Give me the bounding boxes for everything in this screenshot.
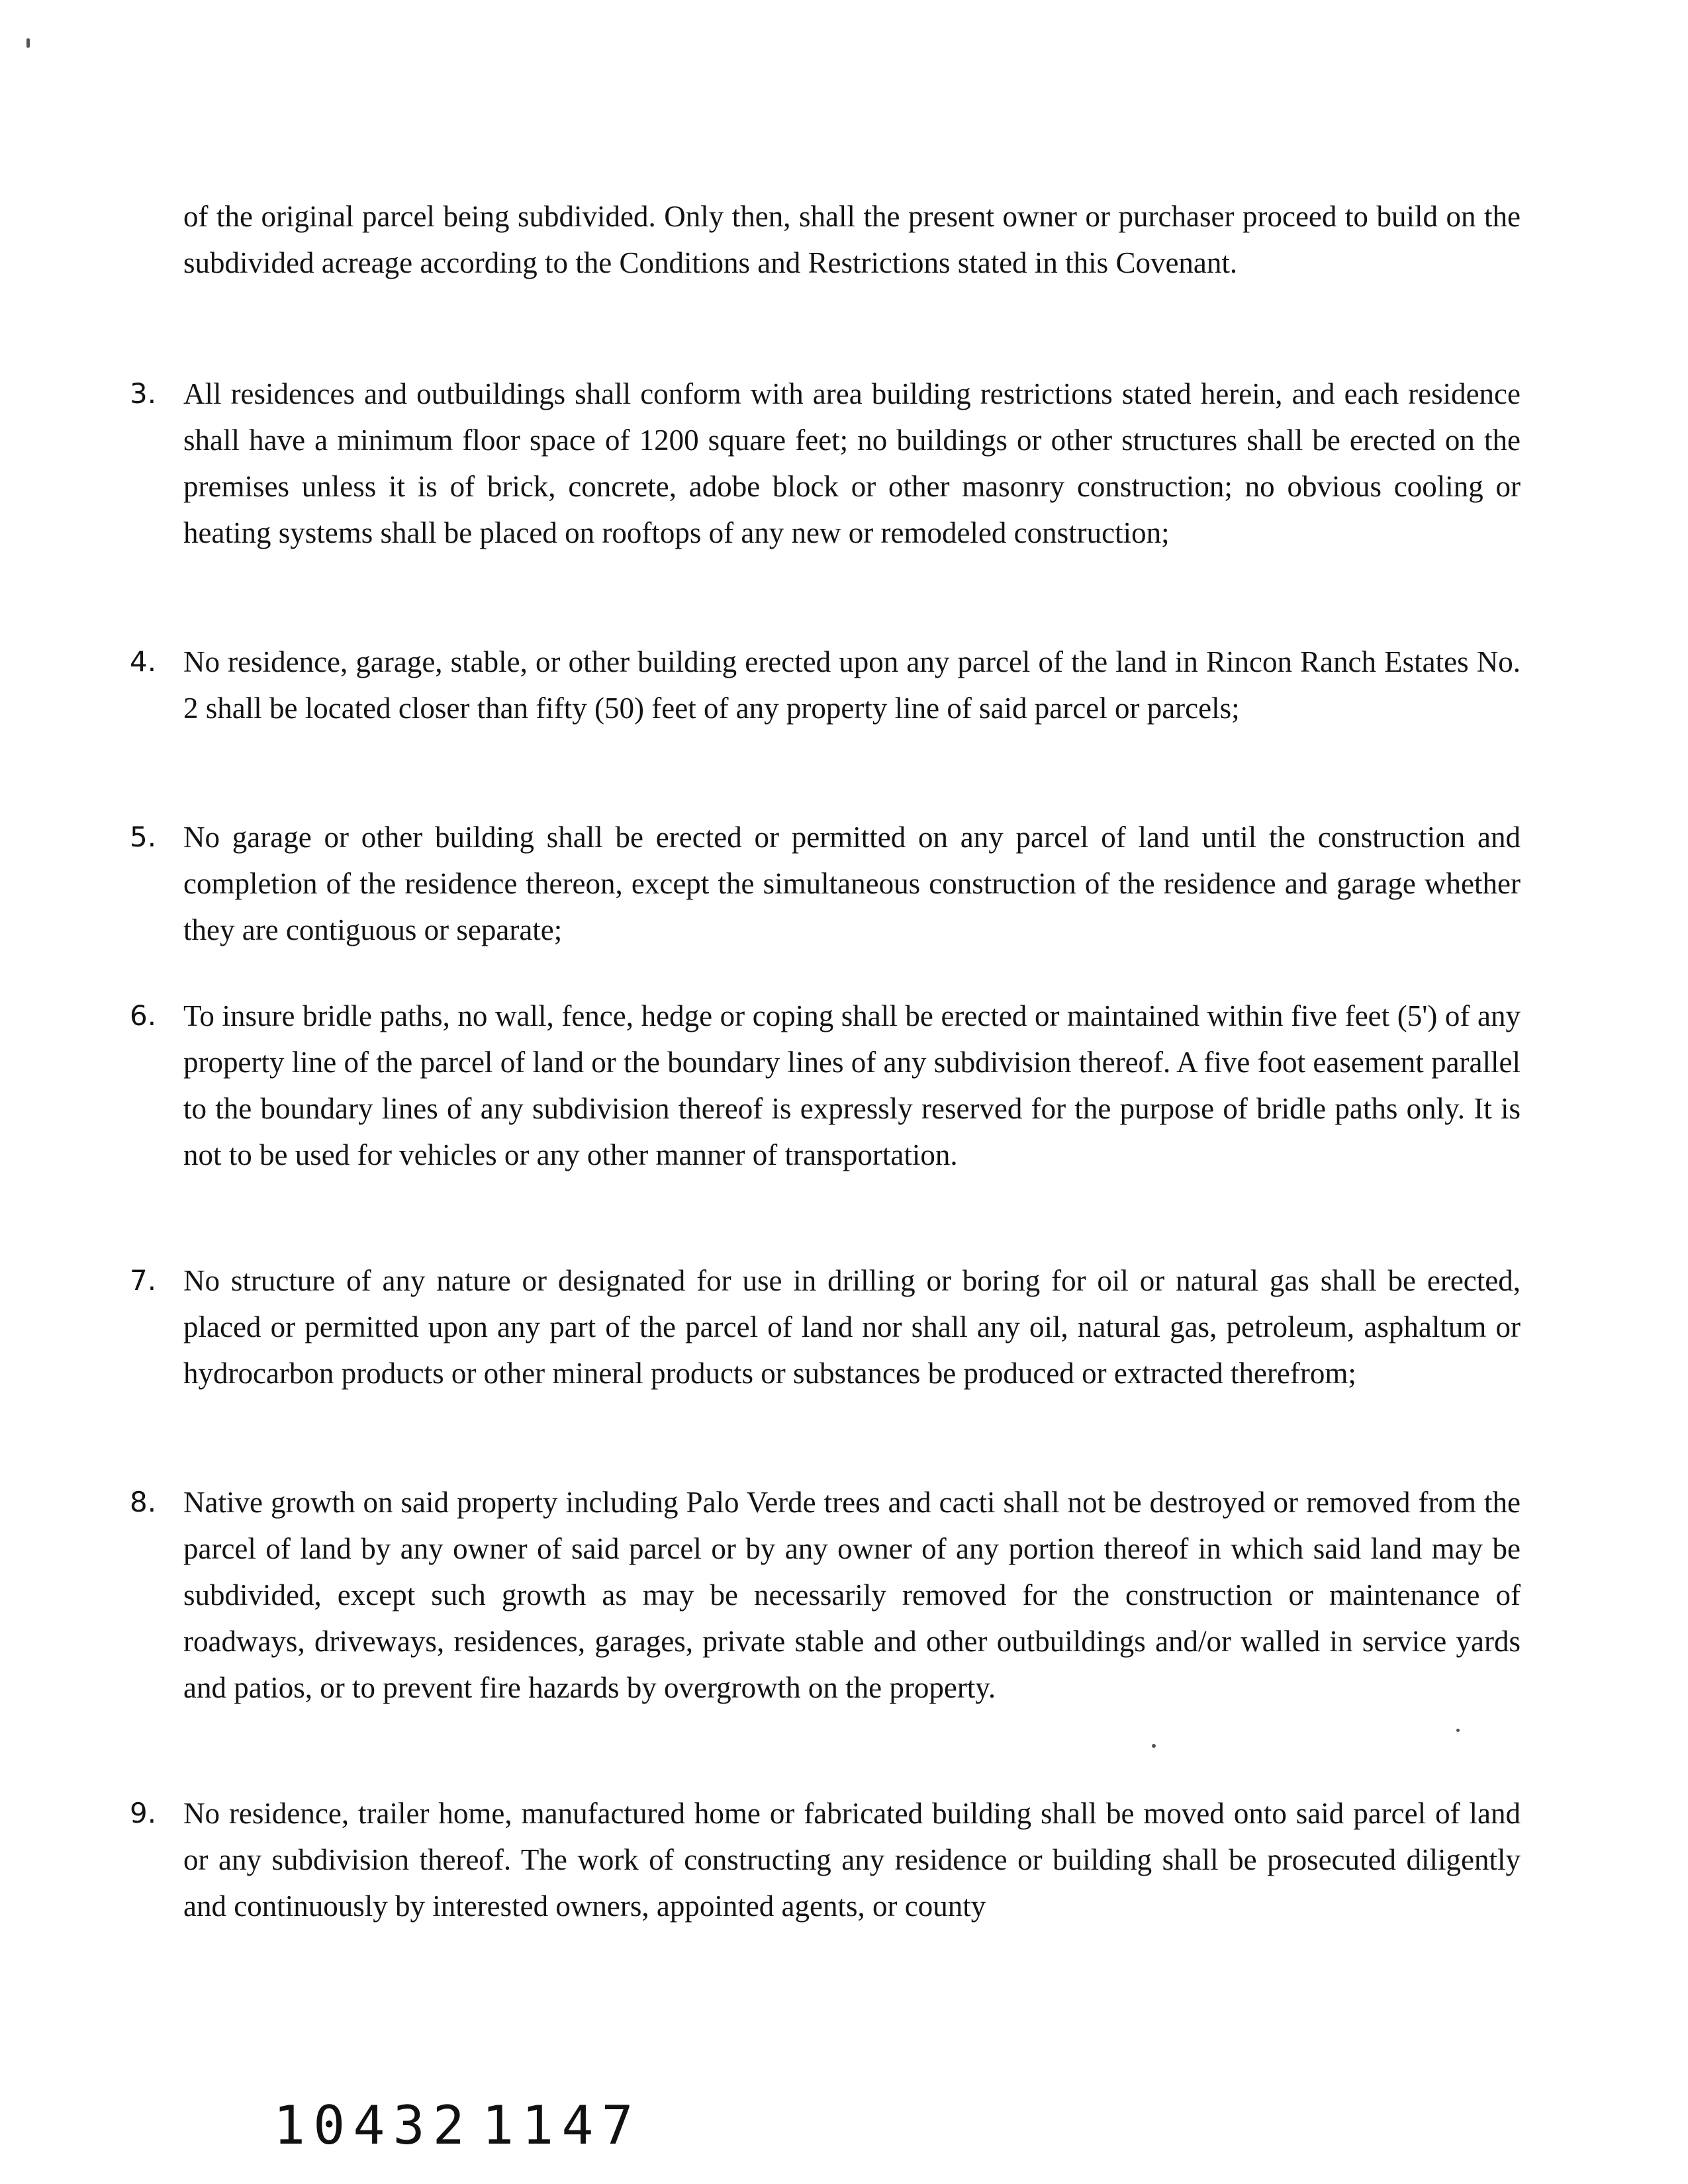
- scan-speck: [1152, 1744, 1156, 1748]
- clause-number: 6.: [130, 999, 157, 1032]
- clause-text: All residences and outbuildings shall conform with area building restrictions stated herein, and each residence shall have a minimum floor space of 1200 square feet; no buildings or other structures shall be erected on the premises unless it is of brick, concrete, adobe block or other masonry construction; no obvious cooling or heating systems shall be placed on rooftops of any new or remodeled construction;: [183, 377, 1521, 549]
- clause-number: 4.: [130, 645, 157, 678]
- clause-number: 9.: [130, 1797, 157, 1829]
- clause-text: No garage or other building shall be erected or permitted on any parcel of land until the construction and completion of the residence thereon, except the simultaneous construction of the residence and garage whether they are contiguous or separate;: [183, 821, 1521, 946]
- clause-text: No structure of any nature or designated for use in drilling or boring for oil or natural gas shall be erected, placed or permitted upon any part of the parcel of land nor shall any oil, natural gas, petroleum, asphaltum or hydrocarbon products or other mineral products or substances be produced or extracted therefrom;: [183, 1264, 1521, 1390]
- clause-text: No residence, trailer home, manufactured home or fabricated building shall be moved onto said parcel of land or any subdivision thereof. The work of constructing any residence or building shall be prosecuted diligently and continuously by interested owners, appointed agents, or county: [183, 1797, 1521, 1923]
- clause-3: [130, 371, 1521, 556]
- clause-number: 7.: [130, 1264, 157, 1297]
- clause-8: [130, 1479, 1521, 1711]
- clause-text: Native growth on said property including Palo Verde trees and cacti shall not be destroyed or removed from the parcel of land by any owner of said parcel or by any owner of any portion thereof in which said land may be subdivided, except such growth as may be necessarily removed for the construction or maintenance of roadways, driveways, residences, garages, private stable and other outbuildings and/or walled in service yards and patios, or to prevent fire hazards by overgrowth on the property.: [183, 1486, 1521, 1704]
- clause-number: 5.: [130, 821, 157, 853]
- intro-paragraph: of the original parcel being subdivided. Only then, shall the present owner or purchaser proceed to build on the subdivided acreage according to the Conditions and Restrictions stated in this Covenant.: [183, 200, 1521, 279]
- clause-9: [130, 1790, 1521, 1929]
- page-number: 1147: [482, 2095, 641, 2156]
- clause-6: [130, 993, 1521, 1178]
- clause-number: 3.: [130, 377, 157, 410]
- docket-number: 10432: [273, 2095, 473, 2156]
- scan-speck: [1456, 1729, 1460, 1732]
- clause-text: No residence, garage, stable, or other building erected upon any parcel of the land in Rincon Ranch Estates No. 2 shall be located closer than fifty (50) feet of any property line of said parcel or parcels;: [183, 645, 1521, 725]
- clause-number: 8.: [130, 1486, 157, 1518]
- clause-5: [130, 814, 1521, 953]
- clause-4: [130, 639, 1521, 731]
- clause-text: To insure bridle paths, no wall, fence, hedge or coping shall be erected or maintained within five feet (5') of any property line of the parcel of land or the boundary lines of any subdivision thereof. A five foot easement parallel to the boundary lines of any subdivision thereof is expressly reserved for the purpose of bridle paths only. It is not to be used for vehicles or any other manner of transportation.: [183, 999, 1521, 1171]
- clause-7: [130, 1257, 1521, 1396]
- scan-speck: [26, 38, 30, 48]
